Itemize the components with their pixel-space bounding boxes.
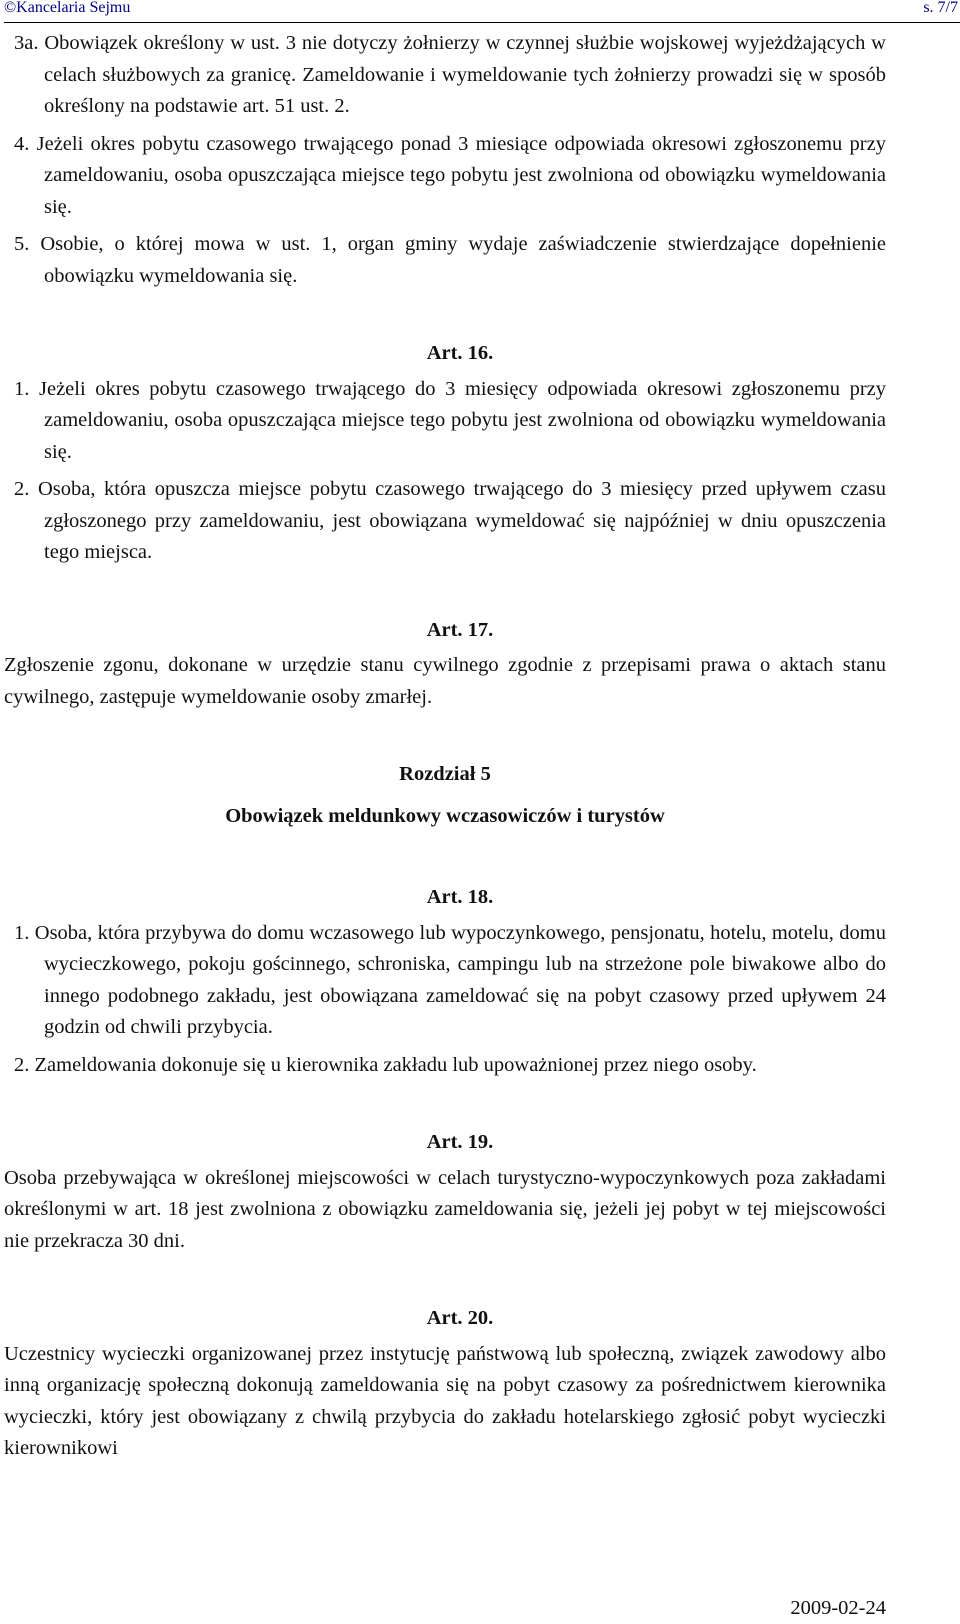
article-19-text: Osoba przebywająca w określonej miejscowości w celach turystyczno-wypoczynkowych poza zakładami określonymi w art. 18 jest zwolniona z obowiązku zameldowania się, jeżeli jej pobyt w tej miejscowości nie przekracza 30 dni. (4, 1166, 886, 1252)
article-17-text: Zgłoszenie zgonu, dokonane w urzędzie stanu cywilnego zgodnie z przepisami prawa o aktach stanu cywilnego, zastępuje wymeldowanie osoby zmarłej. (4, 654, 886, 708)
chapter-title: Obowiązek meldunkowy wczasowiczów i turystów (225, 804, 665, 827)
page-header (4, 0, 960, 23)
article-18-title: Art. 18. (426, 886, 494, 908)
article-16-paragraph-2: 2. Osoba, która opuszcza miejsce pobytu czasowego trwającego do 3 miesięcy przed upływem czasu zgłoszonego przy zameldowaniu, jest obowiązana wymeldować się najpóźniej w dniu opuszczenia tego miejsca. (14, 478, 886, 563)
paragraph-4: 4. Jeżeli okres pobytu czasowego trwającego ponad 3 miesiące odpowiada okresowi zgłoszonemu przy zameldowaniu, osoba opuszczająca miejsce tego pobytu jest zwolniona od obowiązku wymeldowania się. (14, 132, 886, 218)
document-body (4, 28, 886, 1471)
article-20-title: Art. 20. (426, 1307, 494, 1329)
publication-date: 2009-02-24 (790, 1597, 886, 1619)
article-20-text: Uczestnicy wycieczki organizowanej przez instytucję państwową lub społeczną, związek zawodowy albo inną organizację społeczną dokonują zameldowania się na pobyt czasowy za pośrednictwem kierownika wycieczki, który jest obowiązany z chwilą przybycia do zakładu hotelarskiego zgłosić pobyt wycieczki kierownikowi (4, 1342, 886, 1459)
article-19-title: Art. 19. (426, 1131, 494, 1153)
paragraph-3a: 3a. Obowiązek określony w ust. 3 nie dotyczy żołnierzy w czynnej służbie wojskowej wyjeżdżających w celach służbowych za granicę. Zameldowanie i wymeldowanie tych żołnierzy prowadzi się w sposób określony na podstawie art. 51 ust. 2. (14, 32, 886, 117)
article-17-title: Art. 17. (426, 618, 494, 641)
article-16-paragraph-1: 1. Jeżeli okres pobytu czasowego trwającego do 3 miesięcy odpowiada okresowi zgłoszonemu przy zameldowaniu, osoba opuszczająca miejsce tego pobytu jest zwolniona od obowiązku wymeldowania się. (14, 377, 886, 463)
article-16-title: Art. 16. (426, 342, 494, 364)
article-18-paragraph-2: 2. Zameldowania dokonuje się u kierownika zakładu lub upoważnionej przez niego osoby. (14, 1053, 757, 1076)
chapter-number: Rozdział 5 (399, 763, 491, 785)
paragraph-5: 5. Osobie, o której mowa w ust. 1, organ gminy wydaje zaświadczenie stwierdzające dopełnienie obowiązku wymeldowania się. (14, 233, 886, 287)
article-18-paragraph-1: 1. Osoba, która przybywa do domu wczasowego lub wypoczynkowego, pensjonatu, hotelu, motelu, domu wycieczkowego, pokoju gościnnego, schroniska, campingu lub na strzeżone pole biwakowe albo do innego podobnego zakładu, jest obowiązana zameldować się na pobyt czasowy przed upływem 24 godzin od chwili przybycia. (14, 921, 886, 1038)
publisher-label: ©Kancelaria Sejmu (4, 0, 131, 16)
page-number: s. 7/7 (923, 0, 958, 16)
